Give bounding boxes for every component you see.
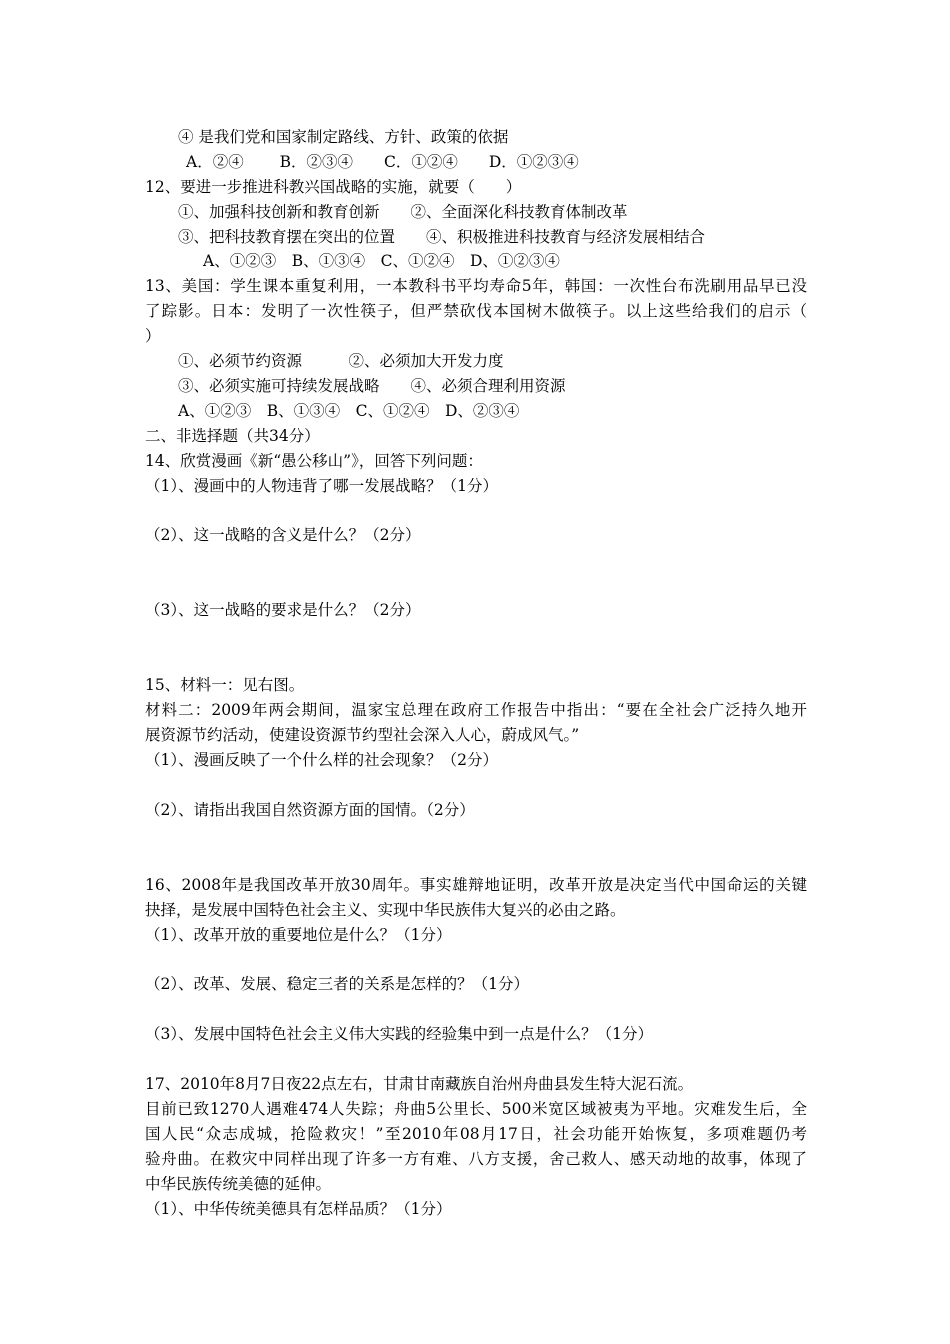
q15-sub-1: （1）、漫画反映了一个什么样的社会现象？（2分） xyxy=(145,751,498,769)
section-heading: 二、非选择题（共34分） xyxy=(145,427,320,445)
q13-options-3-4: ③、必须实施可持续发展战略 ④、必须合理利用资源 xyxy=(178,377,566,395)
q14-sub-1: （1）、漫画中的人物违背了哪一发展战略？（1分） xyxy=(145,477,498,495)
q11-option-4: ④ 是我们党和国家制定路线、方针、政策的依据 xyxy=(178,128,509,146)
q16-stem-line-2: 抉择，是发展中国特色社会主义、实现中华民族伟大复兴的必由之路。 xyxy=(145,901,626,919)
q15-sub-2: （2）、请指出我国自然资源方面的国情。（2分） xyxy=(145,801,475,819)
q16-stem-line-1: 16、2008年是我国改革开放30周年。事实雄辩地证明，改革开放是决定当代中国命运的关键 xyxy=(145,876,807,894)
q14-stem: 14、欣赏漫画《新“愚公移山”》，回答下列问题： xyxy=(145,452,483,470)
q15-material-1: 15、材料一：见右图。 xyxy=(145,676,305,694)
q13-stem-line-1: 13、美国：学生课本重复利用，一本教科书平均寿命5年，韩国：一次性台布洗刷用品早已没 xyxy=(145,277,807,295)
q17-stem-line-1: 17、2010年8月7日夜22点左右，甘肃甘南藏族自治州舟曲县发生特大泥石流。 xyxy=(145,1075,694,1093)
q13-answer-choices: A、①②③ B、①③④ C、①②④ D、②③④ xyxy=(178,402,520,420)
q17-stem-line-2: 目前已致1270人遇难474人失踪；舟曲5公里长、500米宽区域被夷为平地。灾难发生后，全 xyxy=(145,1100,807,1118)
q14-sub-3: （3）、这一战略的要求是什么？（2分） xyxy=(145,601,421,619)
q13-stem-line-2: 了踪影。日本：发明了一次性筷子，但严禁砍伐本国树木做筷子。以上这些给我们的启示（ xyxy=(145,302,807,320)
q12-options-1-2: ①、加强科技创新和教育创新 ②、全面深化科技教育体制改革 xyxy=(178,203,628,221)
q17-stem-line-5: 中华民族传统美德的延伸。 xyxy=(145,1175,332,1193)
q16-sub-1: （1）、改革开放的重要地位是什么？（1分） xyxy=(145,926,452,944)
q17-sub-1: （1）、中华传统美德具有怎样品质？（1分） xyxy=(145,1200,452,1218)
q16-sub-3: （3）、发展中国特色社会主义伟大实践的经验集中到一点是什么？（1分） xyxy=(145,1025,653,1043)
q17-stem-line-4: 验舟曲。在救灾中同样出现了许多一方有难、八方支援，舍己救人、感天动地的故事，体现了 xyxy=(145,1150,807,1168)
q12-stem: 12、要进一步推进科教兴国战略的实施，就要（ ） xyxy=(145,178,522,196)
q15-material-2-line-2: 展资源节约活动，使建设资源节约型社会深入人心，蔚成风气。” xyxy=(145,726,580,744)
q17-stem-line-3: 国人民“众志成城，抢险救灾！”至2010年08月17日，社会功能开始恢复，多项难题仍考 xyxy=(145,1125,807,1143)
q12-answer-choices: A、①②③ B、①③④ C、①②④ D、①②③④ xyxy=(203,252,560,270)
q16-sub-2: （2）、改革、发展、稳定三者的关系是怎样的？（1分） xyxy=(145,975,529,993)
q15-material-2-line-1: 材料二：2009年两会期间，温家宝总理在政府工作报告中指出：“要在全社会广泛持久地开 xyxy=(145,701,807,719)
q12-options-3-4: ③、把科技教育摆在突出的位置 ④、积极推进科技教育与经济发展相结合 xyxy=(178,228,706,246)
q11-answer-choices: A．②④ B．②③④ C．①②④ D．①②③④ xyxy=(186,153,579,171)
q13-options-1-2: ①、必须节约资源 ②、必须加大开发力度 xyxy=(178,352,504,370)
q13-stem-line-3: ） xyxy=(145,327,161,345)
q14-sub-2: （2）、这一战略的含义是什么？（2分） xyxy=(145,526,421,544)
